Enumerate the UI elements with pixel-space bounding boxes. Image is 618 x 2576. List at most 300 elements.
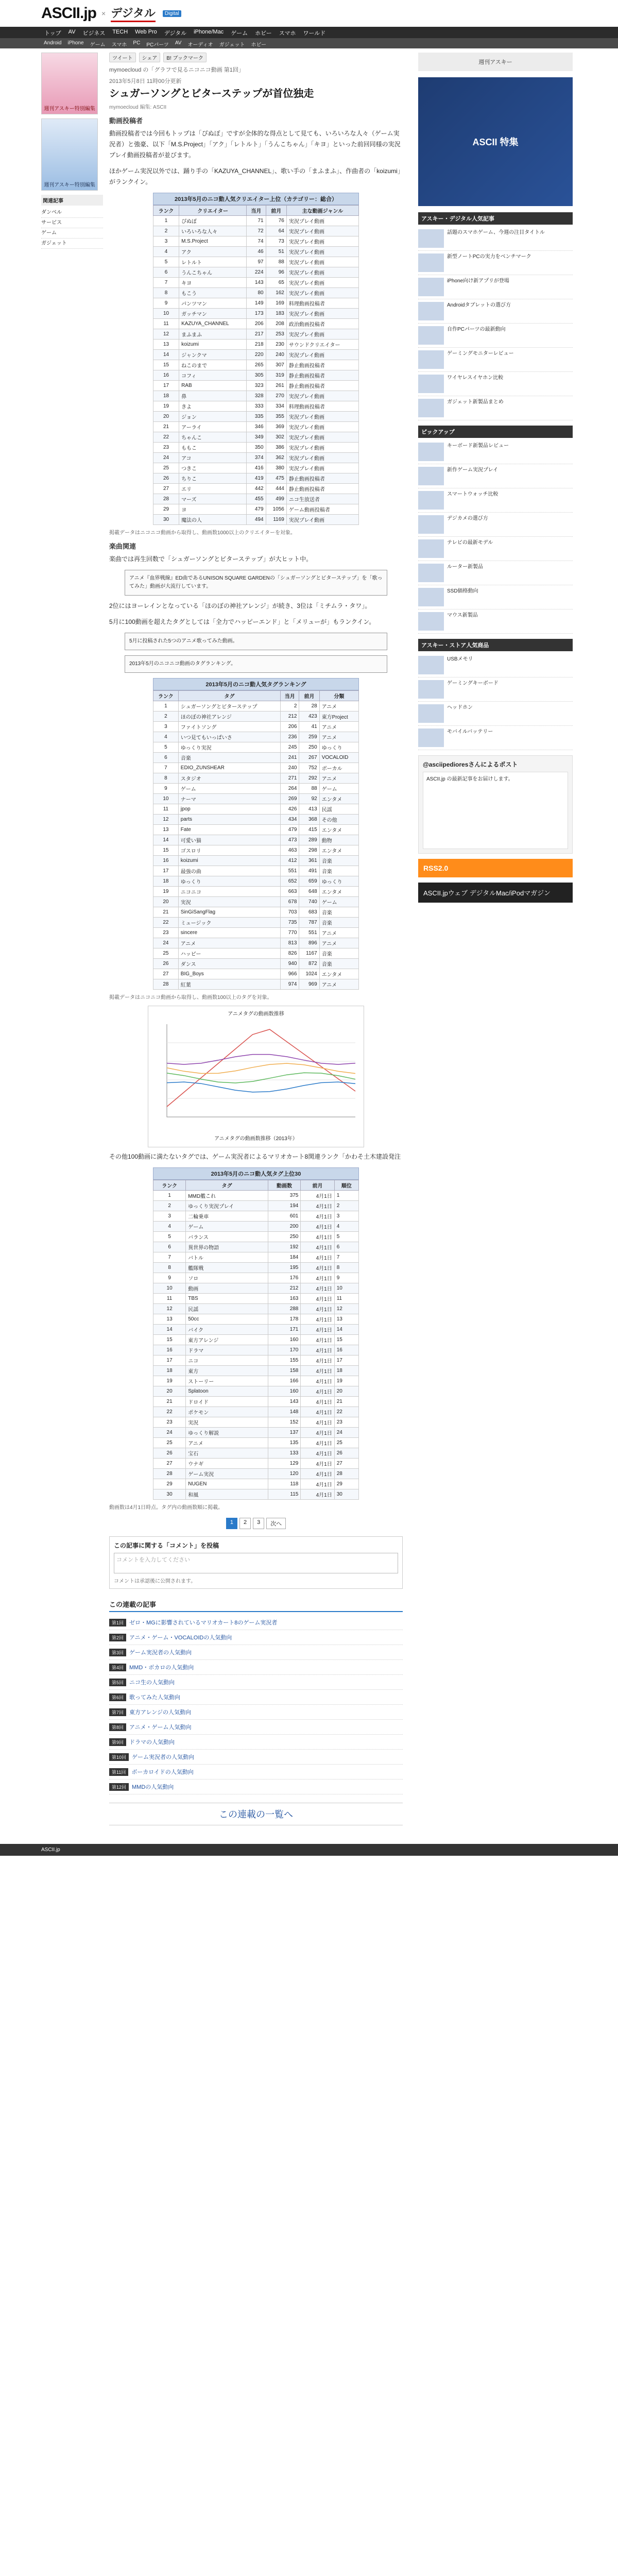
table-cell[interactable]: ファイトソング	[178, 722, 280, 732]
table-cell[interactable]: 東方	[186, 1366, 268, 1376]
table-cell: 19	[153, 1376, 186, 1386]
site-logo[interactable]: ASCII.jp	[41, 5, 97, 22]
series-link[interactable]: ボーカロイドの人気動向	[131, 1769, 194, 1775]
sidebar-item-label[interactable]: 話題のスマホゲーム、今週の注目タイトル	[447, 230, 545, 235]
table-cell: 26	[153, 1448, 186, 1459]
sidebar-item-label[interactable]: USBメモリ	[447, 656, 473, 662]
subnav-item[interactable]: AV	[175, 40, 182, 46]
table-row	[153, 1335, 359, 1345]
table-cell: 5	[334, 1232, 358, 1242]
sidebar-item[interactable]	[418, 585, 573, 609]
table-cell[interactable]: 宝石	[186, 1448, 268, 1459]
table-cell[interactable]: ソロ	[186, 1273, 268, 1283]
table-row	[153, 1355, 359, 1366]
table-cell[interactable]: RAB	[179, 381, 247, 391]
table-cell[interactable]: ダンス	[178, 959, 280, 969]
table-cell: エンタメ	[319, 794, 358, 804]
sidebar-item-label[interactable]: 新型ノートPCの実力をベンチマーク	[447, 254, 531, 260]
table-cell: 実況プレイ動画	[286, 278, 358, 288]
table-cell: 14	[153, 350, 179, 360]
table-row	[153, 1273, 359, 1283]
sidebar-item-label[interactable]: ゲーミングモニターレビュー	[447, 351, 514, 357]
table-cell[interactable]: もこう	[179, 288, 247, 298]
sidebar-item[interactable]	[418, 348, 573, 372]
table-cell[interactable]: きよ	[179, 401, 247, 412]
right-big-ad[interactable]	[418, 77, 573, 206]
table-row	[153, 1407, 359, 1417]
nav-item[interactable]: ワールド	[303, 30, 326, 37]
nav-item[interactable]: Web Pro	[135, 29, 157, 35]
sidebar-item-label[interactable]: Androidタブレットの選び方	[447, 302, 511, 308]
table-row	[153, 753, 359, 763]
table-cell[interactable]: 音楽	[178, 753, 280, 763]
subnav-item[interactable]: オーディオ	[187, 42, 213, 48]
subnav-item[interactable]: ガジェット	[219, 42, 245, 48]
table-cell: 静止動画投稿者	[286, 360, 358, 370]
table-cell: 149	[247, 298, 266, 309]
table-cell[interactable]: 和風	[186, 1489, 268, 1500]
sidebar-item[interactable]	[418, 702, 573, 726]
table-cell[interactable]: ウナギ	[186, 1459, 268, 1469]
table-cell[interactable]: ジョン	[179, 412, 247, 422]
nav-item[interactable]: iPhone/Mac	[194, 29, 224, 35]
thumbnail[interactable]	[418, 491, 444, 510]
table-cell[interactable]: 最強の曲	[178, 866, 280, 876]
share-button[interactable]: シェア	[139, 53, 161, 62]
table-cell: 969	[299, 979, 319, 990]
table-cell: 2	[153, 1201, 186, 1211]
table-cell[interactable]: ゆっくり	[178, 876, 280, 887]
table-cell: 5	[153, 257, 179, 267]
chart-caption: アニメタグの動画数推移（2013年）	[214, 1136, 298, 1142]
paragraph: 動画投稿者では今回もトップは「ぴぬぼ」ですが全体的な得点として見ても、いろいろな人々（ゲーム実況者）と強豪、以下「M.S.Project」「アク」「レトルト」「うんこちゃん」「キヨ」といった前回同様の実況プレイ動画投稿者が並びます。	[109, 130, 401, 159]
subnav-item[interactable]: ホビー	[251, 42, 267, 48]
table-cell[interactable]: ポケモン	[186, 1407, 268, 1417]
thumbnail[interactable]	[418, 564, 444, 582]
table-cell: 8	[153, 773, 179, 784]
sidebar-item[interactable]	[418, 396, 573, 420]
subnav-item[interactable]: PC	[133, 40, 141, 46]
table-cell[interactable]: 動画	[186, 1283, 268, 1294]
tweet-embed[interactable]: ASCII.jp の最新記事をお届けします。	[423, 772, 568, 849]
table-row	[153, 1191, 359, 1201]
column-header: 順位	[334, 1180, 358, 1191]
sidebar-item[interactable]	[418, 537, 573, 561]
series-link[interactable]: MMDの人気動向	[132, 1784, 174, 1790]
table-cell[interactable]: Fate	[178, 825, 280, 835]
nav-item[interactable]: ホビー	[255, 30, 272, 37]
table-cell: 419	[247, 473, 266, 484]
sidebar-item[interactable]	[418, 324, 573, 348]
table-cell[interactable]: ちりこ	[179, 473, 247, 484]
nav-item[interactable]: ビジネス	[82, 30, 106, 37]
quote-box: 5月に投稿された5つのアニメ歌ってみた動画。	[125, 633, 387, 650]
subnav-item[interactable]: PCパーツ	[146, 42, 169, 48]
series-item[interactable]	[109, 1780, 403, 1794]
sidebar-item[interactable]	[418, 677, 573, 702]
table-cell[interactable]: NUGEN	[186, 1479, 268, 1489]
table-cell[interactable]: TBS	[186, 1294, 268, 1304]
table-cell: 236	[280, 732, 299, 742]
table-cell[interactable]: コフィ	[179, 370, 247, 381]
breadcrumb[interactable]: mymoecloud の「グラフで見るニコニコ動画 第1回」	[109, 67, 244, 73]
sidebar-item-label[interactable]: キーボード新製品レビュー	[447, 443, 509, 449]
table-cell[interactable]: いつ見てもいっぱいさ	[178, 732, 280, 742]
left-ad-1[interactable]	[41, 53, 98, 114]
thumbnail[interactable]	[418, 515, 444, 534]
series-item[interactable]	[109, 1765, 403, 1780]
table-cell[interactable]: スタジオ	[178, 773, 280, 784]
table-cell[interactable]: ゲーム	[178, 784, 280, 794]
table-cell: 80	[247, 288, 266, 298]
series-link[interactable]: ゲーム実況者の人気動向	[129, 1650, 192, 1656]
table-cell: 19	[153, 887, 179, 897]
table-cell[interactable]: シュガーソングとビターステップ	[178, 701, 280, 711]
table-cell[interactable]: アニメ	[186, 1438, 268, 1448]
table-cell: エンタメ	[319, 969, 358, 979]
table-cell[interactable]: アーライ	[179, 422, 247, 432]
sidebar-item[interactable]	[418, 653, 573, 677]
left-list-item[interactable]: ガジェット	[41, 239, 103, 249]
series-link[interactable]: ドラマの人気動向	[129, 1739, 175, 1745]
series-item[interactable]	[109, 1750, 403, 1765]
table-cell[interactable]: うんこちゃん	[179, 267, 247, 278]
sidebar-item[interactable]	[418, 609, 573, 634]
bookmark-button[interactable]: B! ブックマーク	[163, 53, 207, 62]
table-cell: 4月1日	[301, 1479, 334, 1489]
sidebar-item[interactable]	[418, 227, 573, 251]
sidebar-item[interactable]	[418, 488, 573, 513]
table-cell: アニメ	[319, 773, 358, 784]
subnav-item[interactable]: スマホ	[111, 42, 127, 48]
table-row	[153, 979, 359, 990]
table-cell: 97	[247, 257, 266, 267]
table-cell: 896	[299, 938, 319, 948]
table-row	[153, 1263, 359, 1273]
sidebar-item-label[interactable]: ワイヤレスイヤホン比較	[447, 375, 504, 381]
table-cell[interactable]: KAZUYA_CHANNEL	[179, 319, 247, 329]
table-cell[interactable]: ニコニコ	[178, 887, 280, 897]
table-cell[interactable]: ゆっくり実況プレイ	[186, 1201, 268, 1211]
table-cell[interactable]: SinGiSangFlag	[178, 907, 280, 918]
table-cell[interactable]: ガッチマン	[179, 309, 247, 319]
thumbnail[interactable]	[418, 399, 444, 417]
series-item[interactable]	[109, 1705, 403, 1720]
series-link[interactable]: 歌ってみた人気動向	[129, 1694, 181, 1701]
table-row	[153, 391, 359, 401]
table-cell[interactable]: 魔法の人	[179, 515, 247, 525]
table-cell[interactable]: 異世界の物語	[186, 1242, 268, 1252]
table-cell: 335	[247, 412, 266, 422]
series-item[interactable]	[109, 1675, 403, 1690]
thumbnail[interactable]	[418, 680, 444, 699]
tweet-button[interactable]: ツイート	[109, 53, 136, 62]
table-cell[interactable]: ナーマ	[178, 794, 280, 804]
left-list-item[interactable]: ダンベル	[41, 208, 103, 218]
table-cell[interactable]: 東方アレンジ	[186, 1335, 268, 1345]
table-cell[interactable]: MMD艦これ	[186, 1191, 268, 1201]
table-cell: 9	[334, 1273, 358, 1283]
table-cell: 703	[280, 907, 299, 918]
sidebar-item[interactable]	[418, 275, 573, 299]
table-cell[interactable]: ニコ	[186, 1355, 268, 1366]
table-cell[interactable]: BIG_Boys	[178, 969, 280, 979]
author[interactable]: mymoecloud 編集: ASCII	[109, 105, 167, 110]
subnav-item[interactable]: iPhone	[67, 40, 84, 46]
table-cell: 250	[299, 742, 319, 753]
series-link[interactable]: ゲーム実況者の人気動向	[132, 1754, 195, 1760]
table-cell[interactable]: パンツマン	[179, 298, 247, 309]
left-list-item[interactable]: ゲーム	[41, 228, 103, 239]
table-cell[interactable]: エリ	[179, 484, 247, 494]
series-item[interactable]	[109, 1630, 403, 1645]
rss-banner[interactable]: RSS2.0	[418, 859, 573, 877]
table-cell: 361	[299, 856, 319, 866]
table-cell: 19	[334, 1376, 358, 1386]
table-cell: 143	[247, 278, 266, 288]
table-row	[153, 1242, 359, 1252]
column-header: 主な動画ジャンル	[286, 206, 358, 216]
table-cell[interactable]: ももこ	[179, 443, 247, 453]
nav-item[interactable]: スマホ	[279, 30, 296, 37]
sidebar-item-label[interactable]: 新作ゲーム実況プレイ	[447, 467, 499, 473]
table-cell: 22	[153, 918, 179, 928]
thumbnail[interactable]	[418, 229, 444, 248]
thumbnail[interactable]	[418, 278, 444, 296]
table-cell[interactable]: 鼻	[179, 391, 247, 401]
table-cell[interactable]: ジャンクマ	[179, 350, 247, 360]
thumbnail[interactable]	[418, 467, 444, 485]
table-cell[interactable]: sincere	[178, 928, 280, 938]
nav-item[interactable]: トップ	[44, 30, 61, 37]
table-cell[interactable]: 実況	[178, 897, 280, 907]
left-list-item[interactable]: サービス	[41, 218, 103, 228]
thumbnail[interactable]	[418, 728, 444, 747]
series-link[interactable]: MMD・ボカロの人気動向	[129, 1665, 194, 1671]
subnav-item[interactable]: Android	[44, 40, 62, 46]
table-cell: 18	[153, 391, 179, 401]
thumbnail[interactable]	[418, 302, 444, 320]
sidebar-item[interactable]	[418, 726, 573, 750]
table-cell: 4	[153, 732, 179, 742]
series-item[interactable]	[109, 1690, 403, 1705]
sidebar-item[interactable]	[418, 561, 573, 585]
page-1[interactable]: 1	[226, 1518, 237, 1529]
chart-series-line	[167, 1055, 355, 1064]
thumbnail[interactable]	[418, 326, 444, 345]
table-cell[interactable]: ゆっくり実況	[178, 742, 280, 753]
table-cell[interactable]: キヨ	[179, 278, 247, 288]
table-cell[interactable]: バランス	[186, 1232, 268, 1242]
nav-item[interactable]: TECH	[112, 29, 128, 35]
thumbnail[interactable]	[418, 375, 444, 393]
table-cell: 16	[153, 370, 179, 381]
table-cell[interactable]: つきこ	[179, 463, 247, 473]
next-page[interactable]: 次へ	[266, 1518, 286, 1529]
table-cell: 25	[153, 463, 179, 473]
table-cell[interactable]: ゆっくり解説	[186, 1428, 268, 1438]
thumbnail[interactable]	[418, 704, 444, 723]
series-item[interactable]	[109, 1720, 403, 1735]
table-row	[153, 463, 359, 473]
sidebar-item-label[interactable]: ガジェット新製品まとめ	[447, 399, 504, 405]
table-cell: 15	[153, 360, 179, 370]
table-cell[interactable]: ゴスロリ	[178, 845, 280, 856]
sidebar-item[interactable]	[418, 513, 573, 537]
table-cell[interactable]: jpop	[178, 804, 280, 815]
series-link[interactable]: アニメ・ゲーム人気動向	[129, 1724, 192, 1731]
nav-item[interactable]: ゲーム	[231, 30, 248, 37]
table-cell: 3	[153, 1211, 186, 1222]
table-row	[153, 1345, 359, 1355]
table-cell: 4月1日	[301, 1232, 334, 1242]
column-header: 前月	[299, 691, 319, 701]
table-cell[interactable]: まふまふ	[179, 329, 247, 340]
comment-input[interactable]: コメントを入力してください	[114, 1553, 398, 1573]
table-cell: 実況プレイ動画	[286, 391, 358, 401]
table-cell: 346	[247, 422, 266, 432]
table-cell[interactable]: 可愛い猫	[178, 835, 280, 845]
sidebar-item-label[interactable]: マウス新製品	[447, 613, 478, 618]
table-row	[153, 701, 359, 711]
table-cell[interactable]: ヨ	[179, 504, 247, 515]
thumbnail[interactable]	[418, 443, 444, 461]
series-link[interactable]: ゼロ・MGに影響されているマリオカート8のゲーム実況者	[129, 1620, 278, 1626]
table-cell[interactable]: レトルト	[179, 257, 247, 267]
sidebar-item[interactable]	[418, 440, 573, 464]
magazine-banner[interactable]: ASCII.jpウェブ デジタルMac/iPodマガジン	[418, 883, 573, 903]
table-row	[153, 1304, 359, 1314]
sidebar-item-label[interactable]: 自作PCパーツの最新動向	[447, 327, 506, 332]
sidebar-item[interactable]	[418, 372, 573, 396]
chart-series-line	[167, 1082, 355, 1092]
table-cell[interactable]: アニメ	[178, 938, 280, 948]
table-cell: ボーカル	[319, 763, 358, 773]
table-cell: アニメ	[319, 979, 358, 990]
sidebar-item[interactable]	[418, 464, 573, 488]
series-item[interactable]	[109, 1660, 403, 1675]
series-item[interactable]	[109, 1645, 403, 1660]
table-cell[interactable]: アコ	[179, 453, 247, 463]
thumbnail[interactable]	[418, 539, 444, 558]
table-cell[interactable]: ハッピー	[178, 948, 280, 959]
table-cell[interactable]: koizumi	[179, 340, 247, 350]
table-cell: 162	[266, 288, 286, 298]
sidebar-item[interactable]	[418, 299, 573, 324]
table-cell: 4	[153, 247, 179, 257]
sidebar-item-label[interactable]: モバイルバッテリー	[447, 729, 493, 735]
table-cell[interactable]: ゲーム実況	[186, 1469, 268, 1479]
thumbnail[interactable]	[418, 656, 444, 674]
table-row	[153, 732, 359, 742]
table-row	[153, 1469, 359, 1479]
table-cell: 17	[153, 1355, 186, 1366]
table-cell: 4月1日	[301, 1201, 334, 1211]
table-cell[interactable]: 二輪乗車	[186, 1211, 268, 1222]
page-2[interactable]: 2	[239, 1518, 251, 1529]
sidebar-item-label[interactable]: iPhone向け新アプリが登場	[447, 278, 509, 284]
table-cell: エンタメ	[319, 825, 358, 835]
table-cell[interactable]: ぴぬぼ	[179, 216, 247, 226]
table-cell[interactable]: いろいろな人々	[179, 226, 247, 236]
sidebar-item-label[interactable]: SSD価格動向	[447, 588, 478, 594]
subnav-item[interactable]: ゲーム	[90, 42, 106, 48]
table-cell[interactable]: ほのぼの神社アレンジ	[178, 711, 280, 722]
section-logo[interactable]: デジタル	[111, 5, 156, 22]
table-cell[interactable]: 50cc	[186, 1314, 268, 1325]
series-item[interactable]	[109, 1735, 403, 1750]
series-item[interactable]	[109, 1615, 403, 1630]
table-cell[interactable]: ねこのまで	[179, 360, 247, 370]
sidebar-item-label[interactable]: ゲーミングキーボード	[447, 681, 499, 686]
table-cell[interactable]: 艦隊戦	[186, 1263, 268, 1273]
table-cell: 218	[247, 340, 266, 350]
series-link[interactable]: 東方アレンジの人気動向	[129, 1709, 192, 1716]
thumbnail[interactable]	[418, 350, 444, 369]
series-link[interactable]: ニコ生の人気動向	[129, 1680, 175, 1686]
table-cell[interactable]: バイク	[186, 1325, 268, 1335]
table-cell[interactable]: ドロイド	[186, 1397, 268, 1407]
nav-item[interactable]: デジタル	[164, 30, 187, 37]
thumbnail[interactable]	[418, 253, 444, 272]
table-cell: 380	[266, 463, 286, 473]
right-top-ad[interactable]	[418, 53, 573, 71]
series-all-link[interactable]: この連載の一覧へ	[109, 1803, 403, 1825]
sidebar-item-label[interactable]: テレビの最新モデル	[447, 540, 493, 546]
table-row	[153, 742, 359, 753]
sidebar-item[interactable]	[418, 251, 573, 275]
table-cell: 4月1日	[301, 1428, 334, 1438]
table-cell[interactable]: バトル	[186, 1252, 268, 1263]
table-cell[interactable]: parts	[178, 815, 280, 825]
table-cell[interactable]: koizumi	[178, 856, 280, 866]
series-link[interactable]: アニメ・ゲーム・VOCALOIDの人気動向	[129, 1635, 232, 1641]
table-cell[interactable]: 紅葉	[178, 979, 280, 990]
table-cell[interactable]: ちゃんこ	[179, 432, 247, 443]
table-cell[interactable]: M.S.Project	[179, 236, 247, 247]
nav-item[interactable]: AV	[68, 29, 76, 35]
chart-series-line	[167, 1063, 355, 1074]
sidebar-item-label[interactable]: ルーター新製品	[447, 564, 483, 570]
left-ad-2[interactable]	[41, 118, 98, 191]
table-cell[interactable]: アク	[179, 247, 247, 257]
sidebar-item-label[interactable]: スマートウォッチ比較	[447, 492, 499, 497]
table-cell[interactable]: ゲーム	[186, 1222, 268, 1232]
thumbnail[interactable]	[418, 612, 444, 631]
table-cell[interactable]: ストーリー	[186, 1376, 268, 1386]
table-cell: 499	[266, 494, 286, 504]
table-cell[interactable]: ミュージック	[178, 918, 280, 928]
table-cell[interactable]: 実況	[186, 1417, 268, 1428]
table-cell[interactable]: Splatoon	[186, 1386, 268, 1397]
table-cell: 3	[153, 236, 179, 247]
table-cell: 26	[153, 473, 179, 484]
site-header	[0, 0, 618, 27]
table-cell: 4月1日	[301, 1489, 334, 1500]
table-cell[interactable]: EDIO_ZUNSHEAR	[178, 763, 280, 773]
table-cell: 826	[280, 948, 299, 959]
thumbnail[interactable]	[418, 588, 444, 606]
sidebar-item-label[interactable]: デジカメの選び方	[447, 516, 488, 521]
table-cell[interactable]: 民謡	[186, 1304, 268, 1314]
sidebar-item-label[interactable]: ヘッドホン	[447, 705, 473, 710]
table-cell[interactable]: ドラマ	[186, 1345, 268, 1355]
table-cell: 民謡	[319, 804, 358, 815]
table-cell: 21	[153, 907, 179, 918]
page-3[interactable]: 3	[253, 1518, 264, 1529]
table-cell[interactable]: マーズ	[179, 494, 247, 504]
series-number: 第8回	[109, 1723, 126, 1731]
